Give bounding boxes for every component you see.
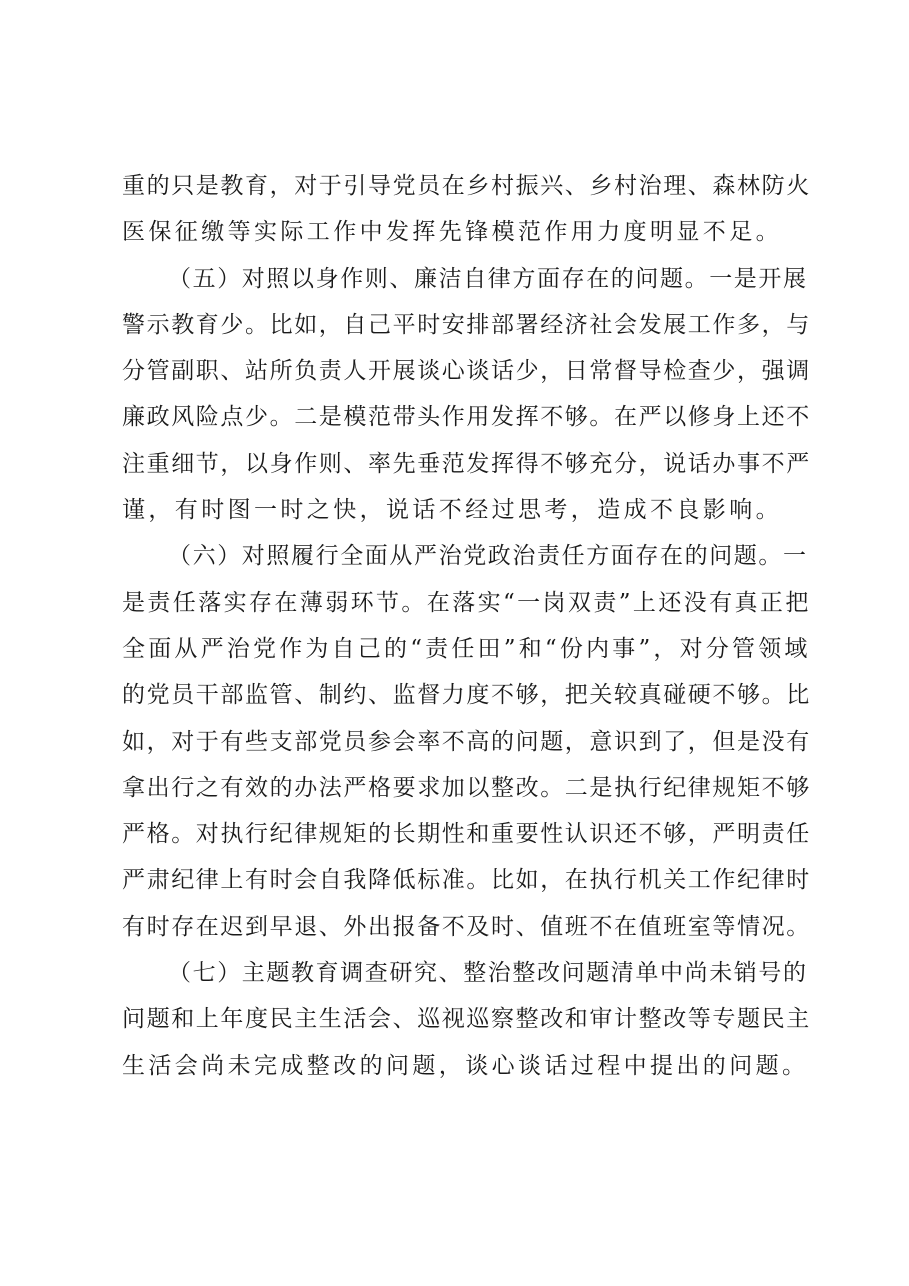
- document-body: [122, 163, 812, 1089]
- text-line: （五）对照以身作则、廉洁自律方面存在的问题。一是开展: [168, 265, 808, 292]
- text-line: 谨，有时图一时之快，说话不经过思考，造成不良影响。: [122, 497, 782, 524]
- text-line: 如，对于有些支部党员参会率不高的问题，意识到了，但是没有: [122, 728, 811, 755]
- text-line: （六）对照履行全面从严治党政治责任方面存在的问题。一: [168, 543, 808, 570]
- text-line: 严肃纪律上有时会自我降低标准。比如，在执行机关工作纪律时: [122, 867, 811, 894]
- text-line: 拿出行之有效的办法严格要求加以整改。二是执行纪律规矩不够: [122, 774, 811, 801]
- text-line: 医保征缴等实际工作中发挥先锋模范作用力度明显不足。: [122, 219, 782, 246]
- text-line: 分管副职、站所负责人开展谈心谈话少，日常督导检查少，强调: [122, 358, 811, 385]
- text-line: 是责任落实存在薄弱环节。在落实“一岗双责”上还没有真正把: [122, 589, 811, 616]
- text-line: 问题和上年度民主生活会、巡视巡察整改和审计整改等专题民主: [122, 1006, 811, 1033]
- text-line: 生活会尚未完成整改的问题，谈心谈话过程中提出的问题。: [122, 1052, 809, 1079]
- text-line: 有时存在迟到早退、外出报备不及时、值班不在值班室等情况。: [122, 913, 811, 940]
- text-line: 注重细节，以身作则、率先垂范发挥得不够充分，说话办事不严: [122, 450, 811, 477]
- text-line: 重的只是教育，对于引导党员在乡村振兴、乡村治理、森林防火: [122, 173, 811, 199]
- text-line: 警示教育少。比如，自己平时安排部署经济社会发展工作多，与: [122, 311, 811, 338]
- text-line: 的党员干部监管、制约、监督力度不够，把关较真碰硬不够。比: [122, 682, 811, 709]
- text-line: （七）主题教育调查研究、整治整改问题清单中尚未销号的: [168, 960, 808, 987]
- text-line: 严格。对执行纪律规矩的长期性和重要性认识还不够，严明责任: [122, 821, 811, 848]
- text-line: 廉政风险点少。二是模范带头作用发挥不够。在严以修身上还不: [122, 404, 811, 431]
- text-line: 全面从严治党作为自己的“责任田”和“份内事”，对分管领域: [122, 635, 811, 662]
